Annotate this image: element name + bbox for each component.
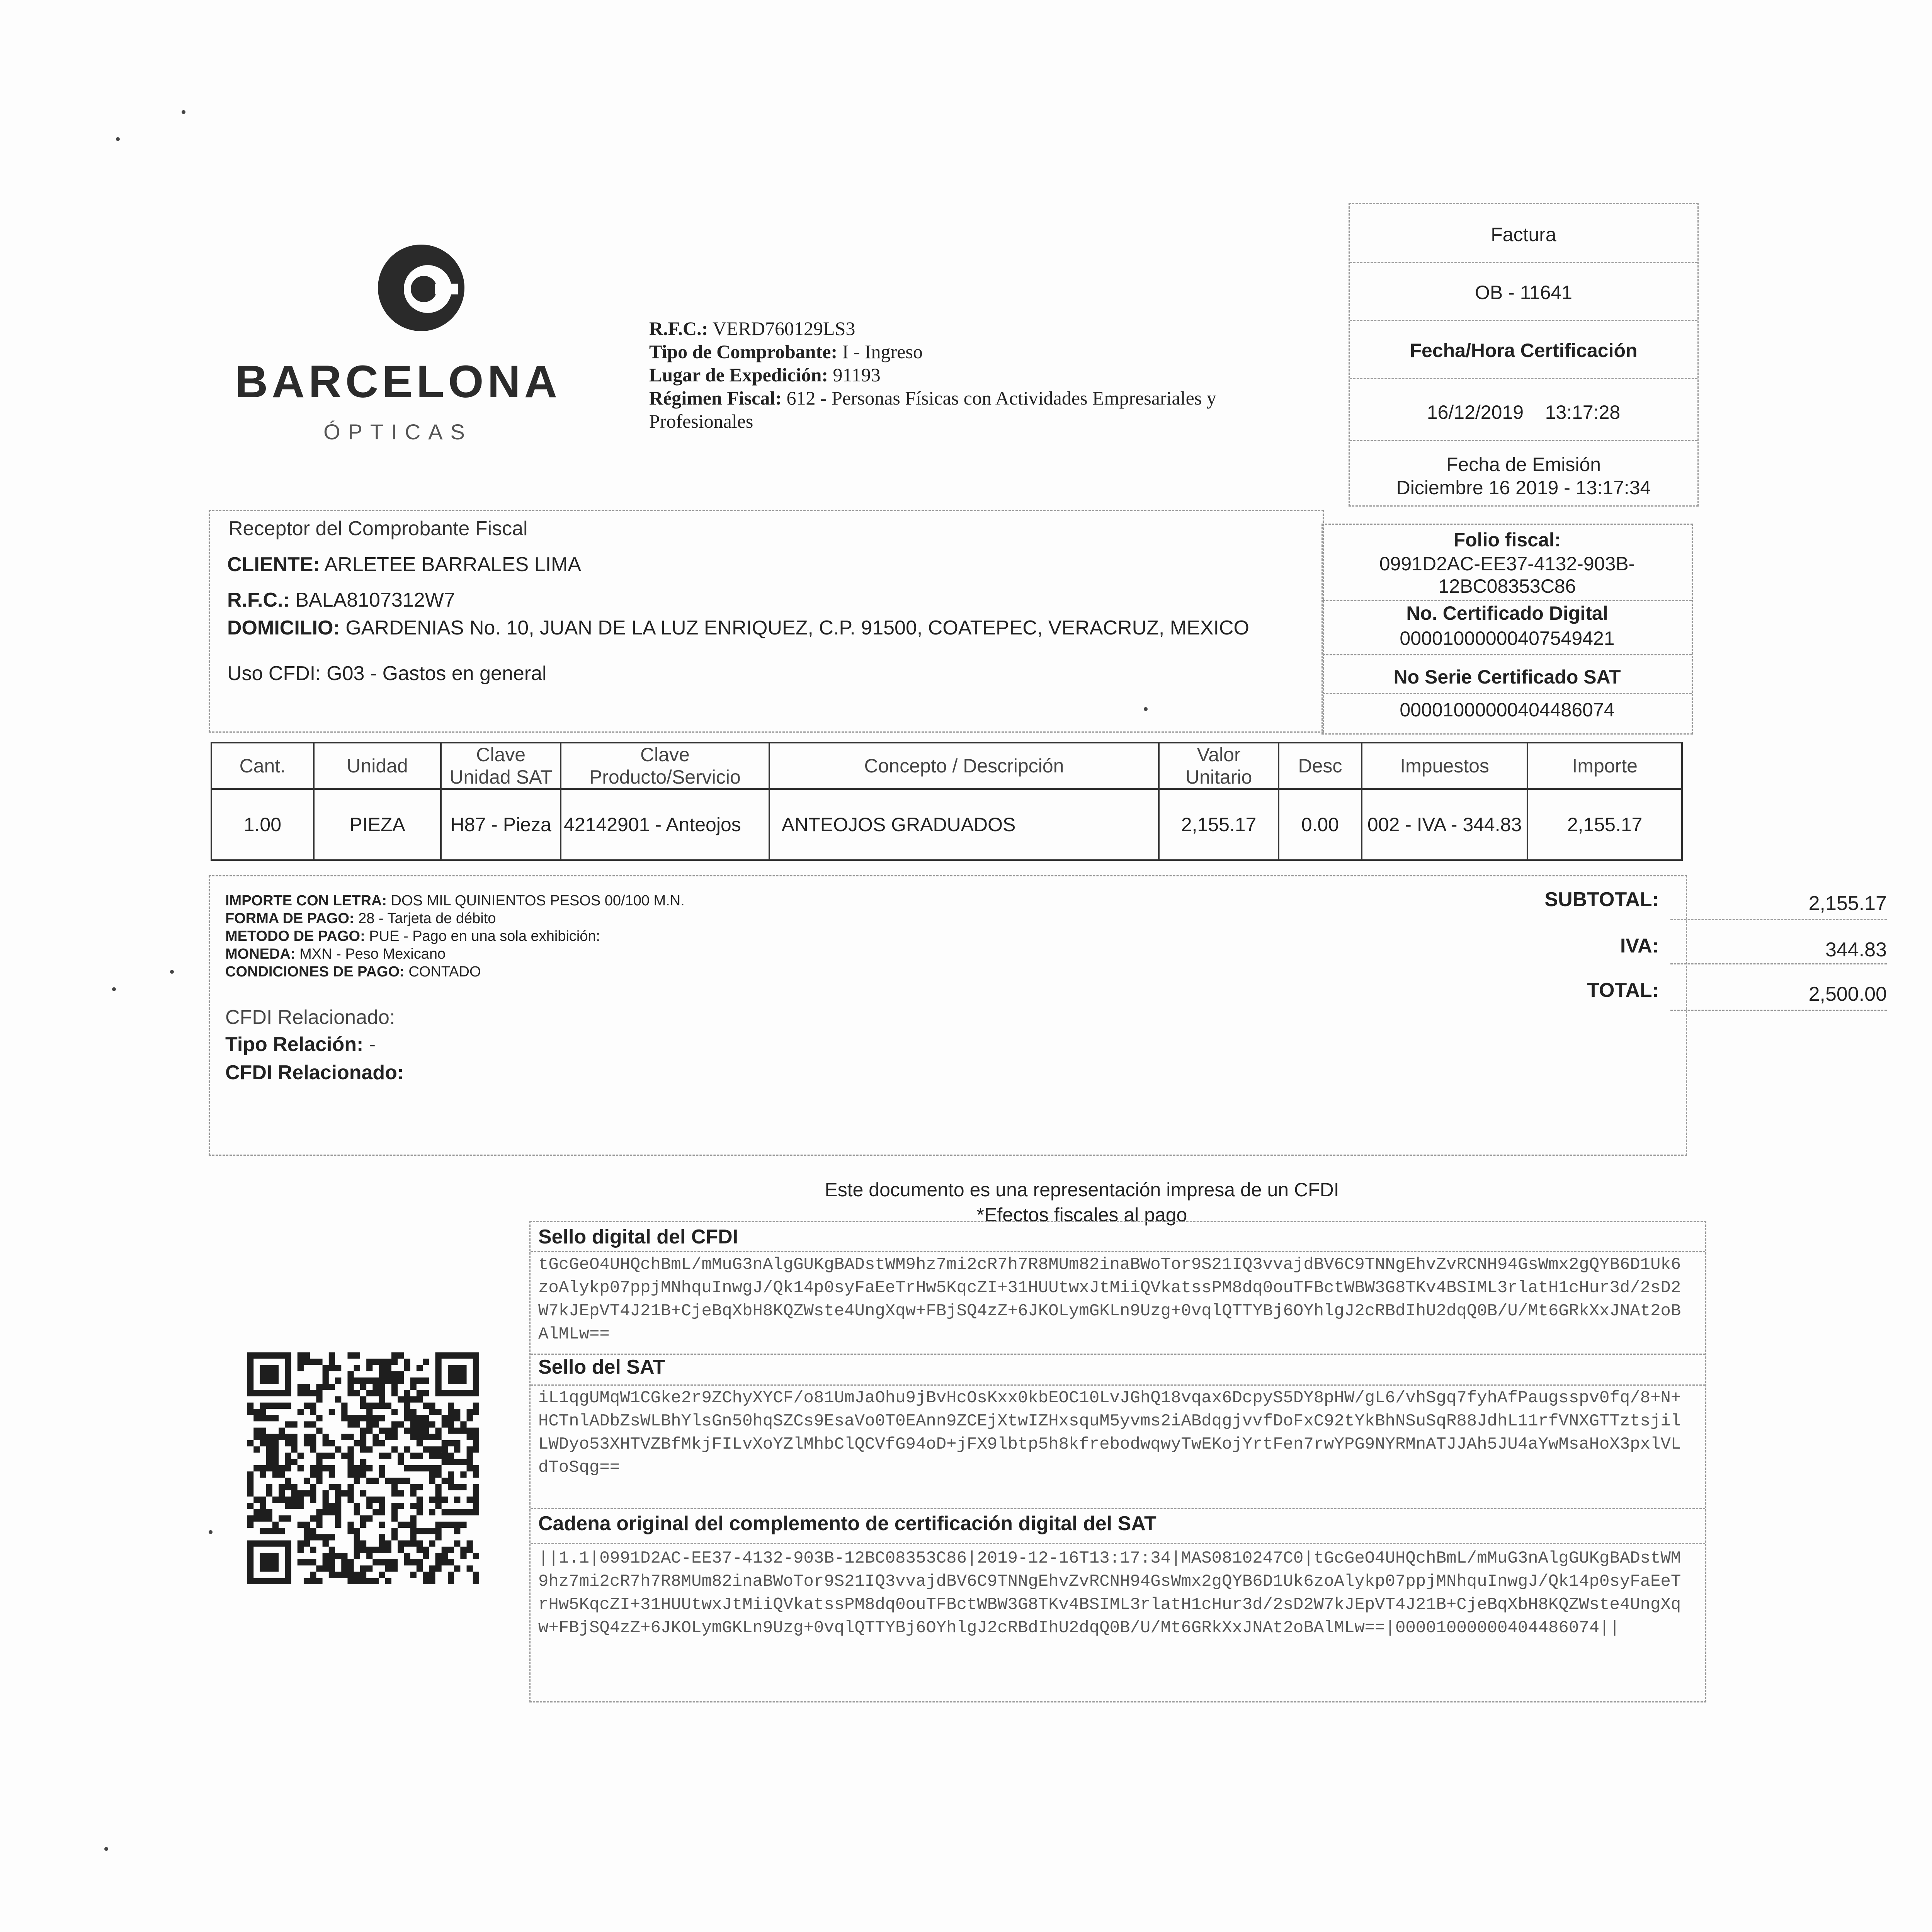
col-header-desc: Desc: [1279, 743, 1362, 789]
col-header-clave-unidad: Clave Unidad SAT: [441, 743, 561, 789]
regimen-fiscal: 612 - Personas Físicas con Actividades Empresariales y Profesionales: [649, 387, 1216, 432]
cert-date: 16/12/2019: [1427, 401, 1524, 423]
sello-cfdi-title: Sello digital del CFDI: [538, 1226, 738, 1248]
fecha-emision-label: Fecha de Emisión: [1446, 454, 1601, 475]
condiciones-pago-label: CONDICIONES DE PAGO:: [225, 964, 405, 980]
cadena-original: ||1.1|0991D2AC-EE37-4132-903B-12BC08353C86|2019-12-16T13:17:34|MAS0810247C0|tGcGeO4UHQchBmL/mMuG3nAlgGUKgBADstWM9hz7mi2cR7h7R8MUm82inaBWoTor9S21IQ3vvajdBV6C9TNNgEhvZvRCNH94GsWmx2gQYB6D1Uk6zoAlykp07ppjMNhquInwgJ/Qk14p0syFaEeTrHw5KqcZI+31HUUtwxJtMiiQVkatssPM8dq0ouTFBctWBW3G8TKv4BSIML3rlatH1cHur3d/2sD2W7kJEpVT4J21B+CjeBqXbH8KQZWste4UngXqw+FBjSQ4zZ+6JKOLymGKLn9Uzg+0vqlQTTYBj6OYhlgJ2cRBdIhU2dqQ0B/U/Mt6GRkXxJNAt2oBAlMLw==|00001000000404486074||: [538, 1549, 1681, 1638]
fecha-certificacion: [1350, 401, 1697, 423]
sello-sat: iL1qgUMqW1CGke2r9ZChyXYCF/o81UmJaOhu9jBvHcOsKxx0kbEOC10LvJGhQ18vqax6DcpyS5DY8pHW/gL6/vhSgq7fyhAfPaugsspv0fq/8+N+HCTnlADbZsWLBhYlsGn50hqSZCs9EsaVo0T0EAnn9ZCEjXtwIZHxsquM5yvms2iABdqgjvvfDoFxC92tYkBhNSuSqR88JdhL11rfVNXGTTztsjilLWDyo53XHTVZBfMkjFILvXoYZlMhbClQCVfG94oD+jFX9lbtp5h8kfrebodwqwyTwEKojYrtFen7rwYPG9NYRMnATJJAh5JU4aYwMsaHoX3pxlVLdToSqg==: [538, 1388, 1681, 1477]
cell-clave-unidad: H87 - Pieza: [441, 789, 561, 860]
receptor-rfc-line: [227, 588, 455, 612]
cadena-original-title: Cadena original del complemento de certificación digital del SAT: [538, 1512, 1156, 1535]
cell-desc: 0.00: [1279, 789, 1362, 860]
receptor-rfc-label: R.F.C.:: [227, 589, 290, 611]
brand-logo-icon: [377, 243, 466, 332]
scan-speck: [182, 110, 185, 114]
cliente-label: CLIENTE:: [227, 553, 320, 576]
col-header-cant: Cant.: [211, 743, 314, 789]
col-header-valor-unitario: Valor Unitario: [1159, 743, 1279, 789]
sello-sat-title: Sello del SAT: [538, 1356, 665, 1378]
items-table: [211, 742, 1683, 861]
table-row: [211, 789, 1682, 860]
domicilio-label: DOMICILIO:: [227, 617, 340, 639]
iva-value: 344.83: [1825, 939, 1887, 961]
forma-pago-label: FORMA DE PAGO:: [225, 910, 354, 927]
receptor-box: [209, 510, 1324, 733]
cfdi-relacionado-label: CFDI Relacionado:: [225, 1061, 404, 1084]
condiciones-pago-line: [225, 964, 481, 980]
uso-cfdi: G03 - Gastos en general: [327, 662, 547, 685]
factura-label: Factura: [1491, 224, 1556, 245]
items-header-row: [211, 743, 1682, 789]
certificado-digital: 00001000000407549421: [1400, 628, 1615, 649]
cliente: ARLETEE BARRALES LIMA: [324, 553, 582, 576]
receptor-title: Receptor del Comprobante Fiscal: [228, 517, 528, 540]
factura-number: OB - 11641: [1475, 282, 1572, 303]
qr-code-icon: [247, 1352, 479, 1584]
cell-importe: 2,155.17: [1527, 789, 1682, 860]
serie-certificado-sat: 00001000000404486074: [1400, 699, 1615, 721]
uso-cfdi-line: [227, 662, 547, 685]
lugar-expedicion-label: Lugar de Expedición:: [649, 364, 828, 386]
cell-impuestos: 002 - IVA - 344.83: [1362, 789, 1528, 860]
scan-speck: [170, 970, 174, 974]
forma-pago: 28 - Tarjeta de débito: [358, 910, 496, 927]
col-header-concepto: Concepto / Descripción: [769, 743, 1159, 789]
brand-name: BARCELONA: [235, 356, 561, 407]
cell-concepto: ANTEOJOS GRADUADOS: [769, 789, 1159, 860]
certificado-digital-label: No. Certificado Digital: [1406, 602, 1608, 624]
emitter-info: [649, 317, 1306, 433]
domicilio: GARDENIAS No. 10, JUAN DE LA LUZ ENRIQUEZ, C.P. 91500, COATEPEC, VERACRUZ, MEXICO: [345, 617, 1249, 639]
seals-box: [529, 1221, 1706, 1702]
metodo-pago: PUE - Pago en una sola exhibición:: [369, 928, 600, 944]
moneda-line: [225, 946, 446, 963]
tipo-relacion-line: [225, 1033, 376, 1056]
regimen-fiscal-label: Régimen Fiscal:: [649, 387, 782, 409]
emitter-rfc-label: R.F.C.:: [649, 318, 708, 339]
scan-speck: [209, 1530, 213, 1534]
subtotal-label: SUBTOTAL:: [1544, 888, 1659, 911]
total-label: TOTAL:: [1587, 979, 1659, 1002]
metodo-pago-line: [225, 928, 600, 945]
importe-letra: DOS MIL QUINIENTOS PESOS 00/100 M.N.: [391, 893, 685, 909]
tipo-relacion-label: Tipo Relación:: [225, 1033, 364, 1056]
fecha-certificacion-label: Fecha/Hora Certificación: [1410, 340, 1638, 361]
tipo-relacion: -: [369, 1033, 376, 1056]
cliente-line: [227, 553, 581, 576]
folio-fiscal-line-2: 12BC08353C86: [1438, 575, 1576, 597]
serie-certificado-sat-label: No Serie Certificado SAT: [1393, 666, 1621, 688]
domicilio-line: [227, 616, 1249, 639]
cfdi-note: Este documento es una representación impresa de un CFDI: [825, 1179, 1339, 1201]
fecha-emision: Diciembre 16 2019 - 13:17:34: [1396, 477, 1651, 498]
importe-letra-label: IMPORTE CON LETRA:: [225, 893, 387, 909]
cell-clave-producto: 42142901 - Anteojos: [561, 789, 769, 860]
moneda-label: MONEDA:: [225, 946, 296, 962]
condiciones-pago: CONTADO: [408, 964, 481, 980]
sello-cfdi: tGcGeO4UHQchBmL/mMuG3nAlgGUKgBADstWM9hz7mi2cR7h7R8MUm82inaBWoTor9S21IQ3vvajdBV6C9TNNgEhvZvRCNH94GsWmx2gQYB6D1Uk6zoAlykp07ppjMNhquInwgJ/Qk14p0syFaEeTrHw5KqcZI+31HUUtwxJtMiiQVkatssPM8dq0ouTFBctWBW3G8TKv4BSIML3rlatH1cHur3d/2sD2W7kJEpVT4J21B+CjeBqXbH8KQZWste4UngXqw+FBjSQ4zZ+6JKOLymGKLn9Uzg+0vqlQTTYBj6OYhlgJ2cRBdIhU2dqQ0B/U/Mt6GRkXxJNAt2oBAlMLw==: [538, 1255, 1681, 1344]
col-header-importe: Importe: [1527, 743, 1682, 789]
moneda: MXN - Peso Mexicano: [299, 946, 446, 962]
forma-pago-line: [225, 910, 496, 927]
lugar-expedicion: 91193: [833, 364, 881, 386]
uso-cfdi-label: Uso CFDI:: [227, 662, 321, 685]
metodo-pago-label: METODO DE PAGO:: [225, 928, 365, 944]
cfdi-relacionado-title: CFDI Relacionado:: [225, 1006, 395, 1029]
cert-time: 13:17:28: [1545, 401, 1621, 423]
folio-fiscal-label: Folio fiscal:: [1453, 529, 1561, 551]
col-header-clave-producto: Clave Producto/Servicio: [561, 743, 769, 789]
cell-valor-unitario: 2,155.17: [1159, 789, 1279, 860]
cfdi-relacionado-line: [225, 1061, 404, 1084]
brand-subtitle: ÓPTICAS: [323, 420, 473, 444]
folio-fiscal-box: [1321, 524, 1693, 735]
scan-speck: [112, 987, 116, 991]
efectos-fiscales-note: *Efectos fiscales al pago: [976, 1204, 1187, 1226]
col-header-impuestos: Impuestos: [1362, 743, 1528, 789]
subtotal-value: 2,155.17: [1808, 892, 1887, 915]
tipo-comprobante-label: Tipo de Comprobante:: [649, 341, 838, 362]
col-header-unidad: Unidad: [314, 743, 441, 789]
folio-fiscal-line-1: 0991D2AC-EE37-4132-903B-: [1379, 553, 1635, 575]
importe-letra-line: [225, 893, 685, 909]
payment-box: [209, 875, 1887, 1156]
cell-unidad: PIEZA: [314, 789, 441, 860]
emitter-rfc: VERD760129LS3: [712, 318, 855, 339]
cell-cant: 1.00: [211, 789, 314, 860]
receptor-rfc: BALA8107312W7: [295, 589, 455, 611]
tipo-comprobante: I - Ingreso: [842, 341, 923, 362]
invoice-header-box: [1349, 203, 1699, 507]
scan-speck: [104, 1847, 108, 1851]
scan-speck: [116, 137, 120, 141]
total-value: 2,500.00: [1808, 983, 1887, 1005]
iva-label: IVA:: [1620, 935, 1659, 957]
